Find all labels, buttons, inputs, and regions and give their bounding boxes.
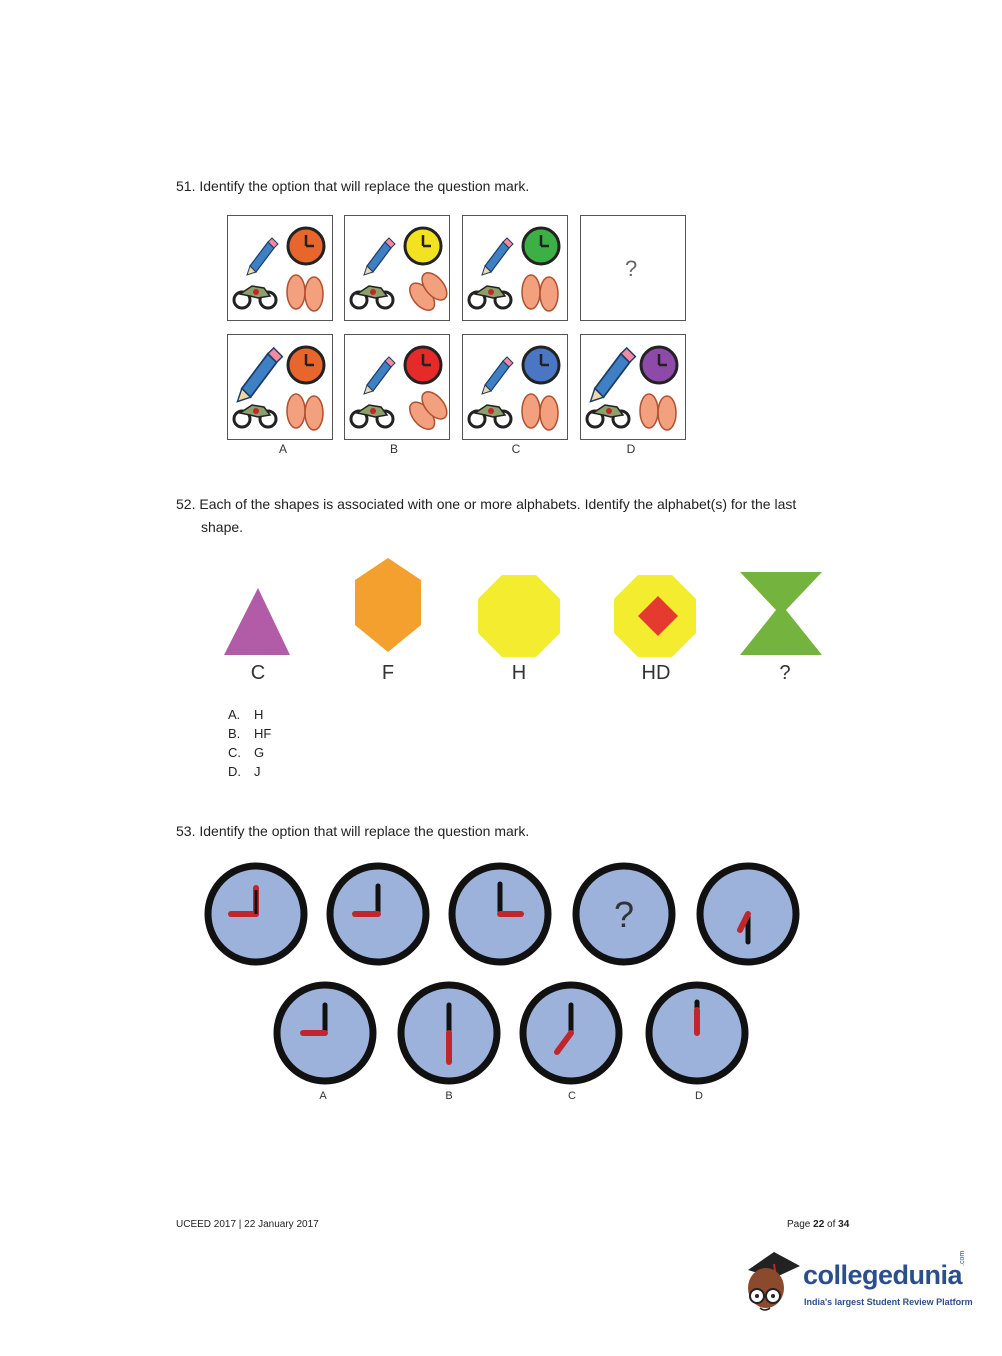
q52-option-d[interactable] [228, 764, 261, 779]
page-prefix: Page [787, 1219, 814, 1230]
mascot-icon [740, 1248, 802, 1318]
page-current: 22 [813, 1219, 825, 1230]
q52-text-line2: shape. [201, 519, 244, 535]
shape-triangle [224, 588, 290, 655]
logo-tagline: India's largest Student Review Platform [804, 1297, 973, 1307]
shape-hourglass [740, 572, 822, 655]
q51-option-label: B [389, 442, 398, 456]
q53-option-label-b[interactable]: B [445, 1090, 453, 1102]
shape-label-3: H [511, 662, 527, 684]
shape-hexagon [355, 558, 421, 652]
clock-seq-1 [208, 866, 304, 962]
footer-left: UCEED 2017 | 22 January 2017 [176, 1219, 319, 1230]
q51-option-label: D [626, 442, 636, 456]
q53-option-label-a[interactable]: A [319, 1090, 327, 1102]
logo-wordmark: collegedunia [803, 1260, 963, 1290]
clock-option-b [401, 985, 497, 1081]
q53-clocks [195, 852, 815, 1097]
option-value: J [254, 764, 261, 779]
option-key: B. [228, 726, 241, 741]
q52-option-a[interactable] [228, 707, 263, 722]
clock-option-d [649, 985, 745, 1081]
q51-option-label: C [511, 442, 521, 456]
clock-seq-2 [330, 866, 426, 962]
page-number [787, 1219, 849, 1230]
shape-label-4: HD [641, 662, 671, 684]
q51-sequence-cell [227, 215, 333, 321]
option-value: G [254, 745, 265, 760]
q51-option-c[interactable] [462, 334, 568, 440]
page-mid: of [824, 1219, 839, 1230]
q51-sequence-cell [344, 215, 450, 321]
q51-sequence-cell [462, 215, 568, 321]
q53-option-label-c[interactable]: C [568, 1090, 576, 1102]
page-total: 34 [838, 1219, 850, 1230]
logo-suffix: .com [959, 1250, 966, 1266]
q51-option-b[interactable] [344, 334, 450, 440]
option-key: A. [228, 707, 241, 722]
option-key: D. [228, 764, 241, 779]
shape-label-5: ? [779, 662, 791, 684]
option-value: HF [254, 726, 272, 741]
clock-option-c [523, 985, 619, 1081]
q52-option-b[interactable] [228, 726, 271, 741]
q51-question-mark: ? [625, 256, 638, 281]
q53-option-label-d[interactable]: D [695, 1090, 703, 1102]
clock-question-mark: ? [613, 894, 635, 935]
q52-option-c[interactable] [228, 745, 264, 760]
shape-octagon [478, 575, 560, 657]
clock-seq-3 [452, 866, 548, 962]
q52-text-line1: 52. Each of the shapes is associated with one or more alphabets. Identify the alphabet(s) for the last [176, 496, 797, 512]
shape-label-2: F [381, 662, 395, 684]
shape-label-1: C [250, 662, 266, 684]
q51-option-d[interactable] [580, 334, 686, 440]
q51-option-a[interactable] [227, 334, 333, 440]
q51-option-label: A [278, 442, 287, 456]
clock-seq-5 [700, 866, 796, 962]
q51-text: 51. Identify the option that will replace the question mark. [176, 178, 530, 194]
clock-option-a [277, 985, 373, 1081]
q52-shapes [210, 550, 840, 670]
q53-text: 53. Identify the option that will replace the question mark. [176, 823, 530, 839]
option-key: C. [228, 745, 241, 760]
option-value: H [254, 707, 264, 722]
q51-question-cell [580, 215, 686, 321]
